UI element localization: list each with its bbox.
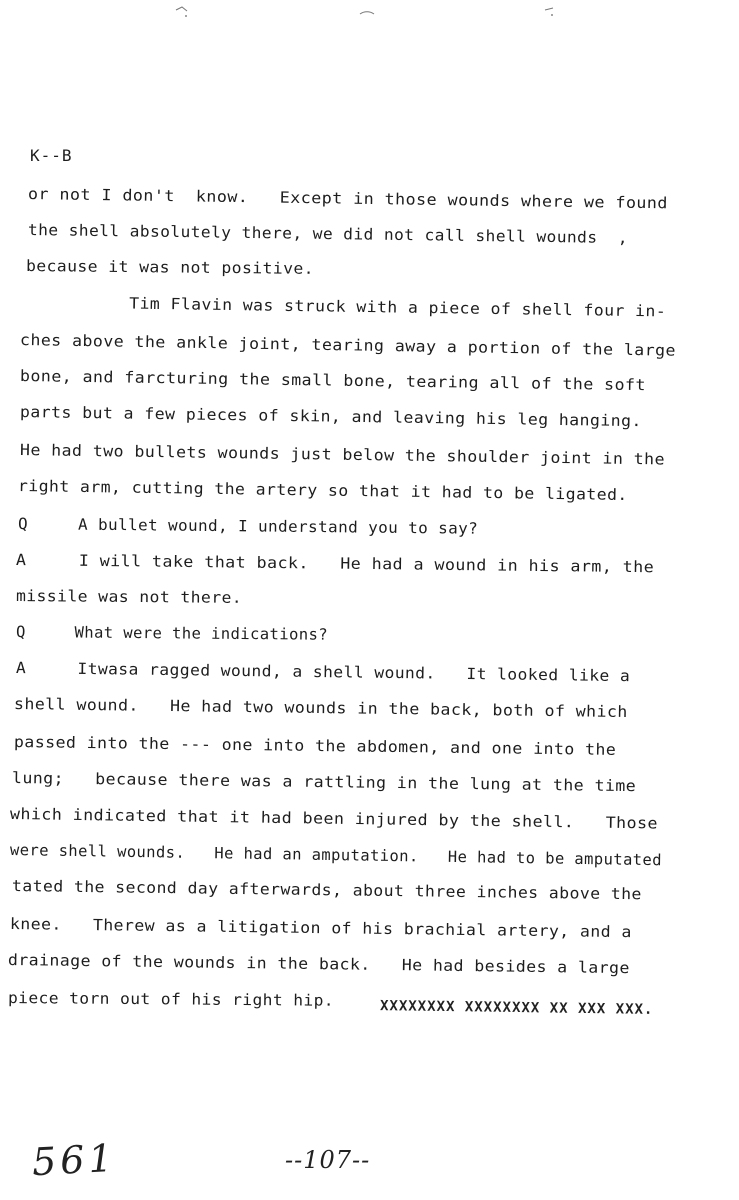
transcript-line: passed into the --- one into the abdomen, and one into the (13, 733, 617, 759)
transcript-line: He had two bullets wounds just below the shoulder joint in the (19, 441, 666, 469)
transcript-line: the shell absolutely there, we did not call shell wounds , (27, 221, 629, 248)
transcript-line: or not I don't know. Except in those wounds where we found (27, 185, 669, 213)
transcript-line: which indicated that it had been injured by the shell. Those (9, 805, 659, 833)
transcript-line: were shell wounds. He had an amputation. He had to be amputated (9, 841, 663, 870)
scan-specks (0, 0, 739, 30)
transcript-line: A I will take that back. He had a wound in his arm, the (15, 551, 655, 577)
transcript-line: drainage of the wounds in the back. He had besides a large (7, 951, 630, 978)
page-header-label: K--B (30, 146, 73, 165)
transcript-line: parts but a few pieces of skin, and leaving his leg hanging. (19, 403, 642, 431)
transcript-line: shell wound. He had two wounds in the back, both of which (13, 695, 628, 722)
transcript-line: because it was not positive. (25, 257, 315, 278)
transcript-line: bone, and farcturing the small bone, tearing all of the soft (19, 367, 647, 395)
transcript-line: Q What were the indications? (15, 623, 329, 644)
handwritten-folio-number: 561 (30, 1135, 118, 1185)
transcript-line: ches above the ankle joint, tearing away a portion of the large (19, 331, 677, 360)
page-number: --107-- (285, 1146, 371, 1174)
transcript-line: lung; because there was a rattling in the lung at the time (11, 769, 637, 796)
transcript-line: A Itwasa ragged wound, a shell wound. It looked like a (15, 659, 631, 686)
transcript-line: Tim Flavin was struck with a piece of shell four in- (25, 293, 667, 321)
transcript-line: right arm, cutting the artery so that it had to be ligated. (17, 477, 628, 505)
transcript-line: tated the second day afterwards, about three inches above the (11, 877, 642, 904)
transcript-line: knee. Therew as a litigation of his brachial artery, and a (9, 915, 632, 942)
transcript-line: piece torn out of his right hip. (7, 989, 335, 1010)
transcript-line: Q A bullet wound, I understand you to say? (17, 515, 479, 538)
struck-out-text: XXXXXXXX XXXXXXXX XX XXX XXX. (379, 998, 654, 1018)
transcript-line: missile was not there. (15, 587, 243, 607)
